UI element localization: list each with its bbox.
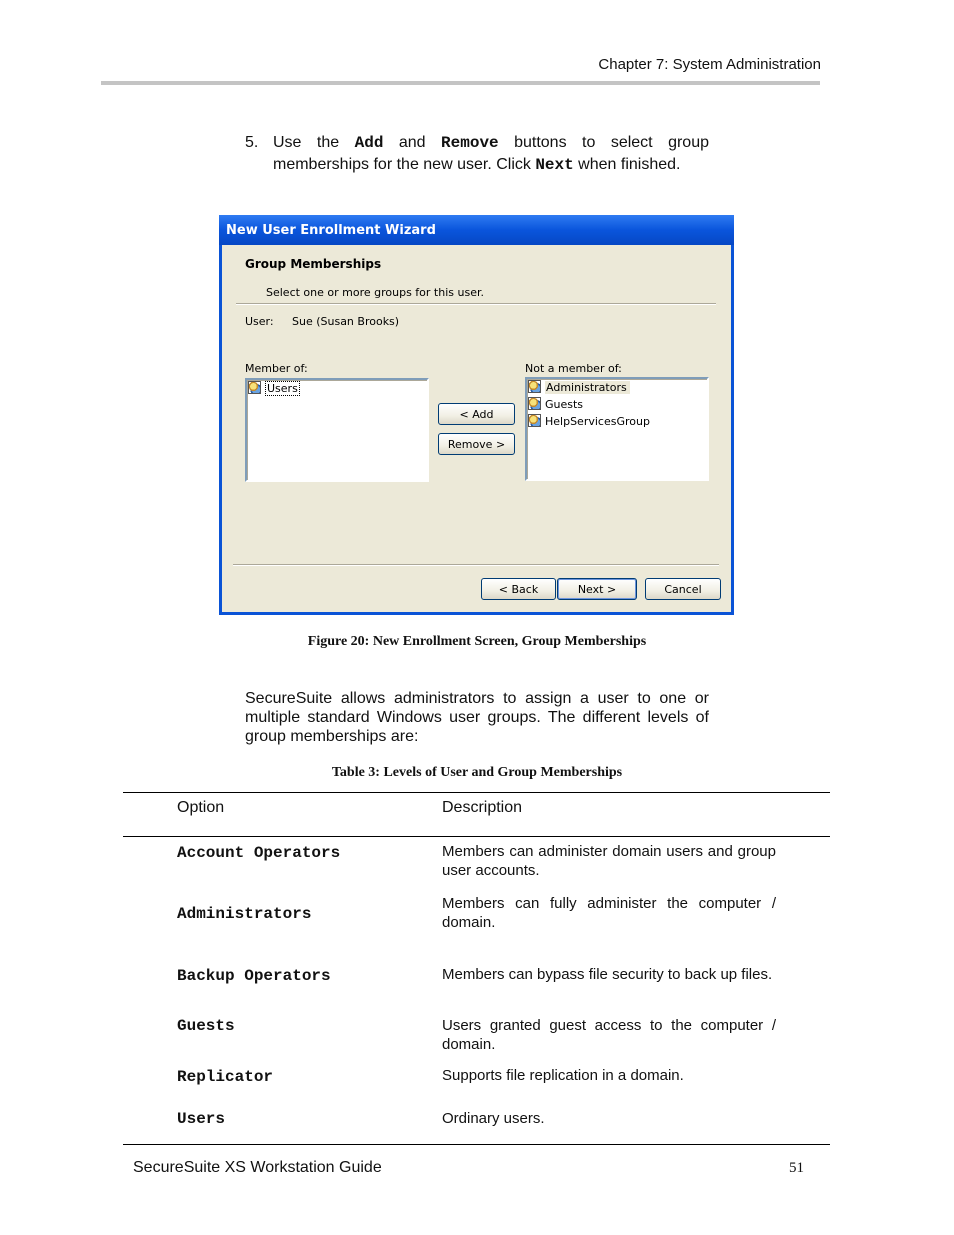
table-header-rule [123, 836, 830, 837]
table-description: Members can administer domain users and group user accounts. [442, 843, 776, 878]
step-number: 5. [245, 134, 259, 151]
table-description: Users granted guest access to the computer / domain. [442, 1017, 776, 1053]
table-bottom-rule [123, 1144, 830, 1145]
header-separator [236, 303, 716, 305]
list-item-label: Guests [545, 398, 584, 411]
not-member-label: Not a member of: [525, 362, 622, 375]
table-description: Supports file replication in a domain. [442, 1067, 684, 1084]
table-option: Administrators [177, 905, 312, 923]
table-description: Members can fully administer the computer / domain. [442, 895, 776, 931]
next-keyword: Next [535, 156, 574, 174]
header-rule [101, 81, 820, 85]
wizard-dialog [219, 215, 734, 615]
group-icon [528, 414, 541, 427]
user-label: User: [245, 315, 274, 328]
step-text [273, 132, 709, 176]
add-keyword: Add [354, 134, 384, 152]
list-item-administrators[interactable] [528, 380, 630, 396]
remove-keyword: Remove [441, 134, 499, 152]
footer-separator [233, 564, 719, 566]
not-member-list[interactable] [525, 377, 709, 481]
cancel-button[interactable]: Cancel [645, 578, 721, 600]
list-item-label: Administrators [545, 381, 630, 394]
table-header-description: Description [442, 799, 523, 816]
wizard-subheading: Select one or more groups for this user. [266, 286, 484, 299]
page-number: 51 [789, 1160, 804, 1176]
list-item-guests[interactable] [528, 397, 583, 413]
add-button[interactable]: < Add [438, 403, 515, 425]
table-option: Users [177, 1110, 226, 1128]
step-text-part: when finished. [573, 156, 681, 173]
group-icon [248, 381, 261, 394]
member-of-label: Member of: [245, 362, 308, 375]
body-paragraph: SecureSuite allows administrators to assign a user to one or multiple standard Windows user groups. The different levels of group memberships are: [245, 690, 709, 745]
list-item-users[interactable] [248, 381, 300, 397]
table-header-option: Option [177, 799, 225, 816]
user-value: Sue (Susan Brooks) [292, 315, 400, 328]
table-description: Ordinary users. [442, 1110, 545, 1127]
list-item-helpservicesgroup[interactable] [528, 414, 650, 430]
list-item-label: HelpServicesGroup [545, 415, 650, 428]
table-top-rule [123, 792, 830, 793]
table-option: Guests [177, 1017, 235, 1035]
group-icon [528, 397, 541, 410]
table-option: Account Operators [177, 844, 341, 862]
table-option: Backup Operators [177, 967, 331, 985]
figure-caption: Figure 20: New Enrollment Screen, Group Memberships [307, 634, 647, 649]
member-of-list[interactable] [245, 378, 429, 482]
remove-button[interactable]: Remove > [438, 433, 515, 455]
table-caption: Table 3: Levels of User and Group Memberships [331, 765, 623, 780]
chapter-header: Chapter 7: System Administration [598, 56, 821, 73]
table-description: Members can bypass file security to back up files. [442, 966, 773, 983]
footer-title: SecureSuite XS Workstation Guide [133, 1159, 382, 1176]
dialog-body [222, 245, 731, 612]
dialog-titlebar[interactable] [219, 215, 734, 245]
dialog-title: New User Enrollment Wizard [226, 223, 436, 238]
group-icon [528, 380, 541, 393]
step-text-part: buttons to select group memberships for the new user. Click [273, 134, 709, 173]
next-button[interactable]: Next > [557, 578, 637, 600]
list-item-label: Users [267, 382, 298, 395]
step-text-part: and [383, 134, 442, 151]
back-button[interactable]: < Back [481, 578, 556, 600]
wizard-heading: Group Memberships [245, 257, 382, 271]
step-text-part: Use the [273, 134, 355, 151]
table-option: Replicator [177, 1068, 274, 1086]
